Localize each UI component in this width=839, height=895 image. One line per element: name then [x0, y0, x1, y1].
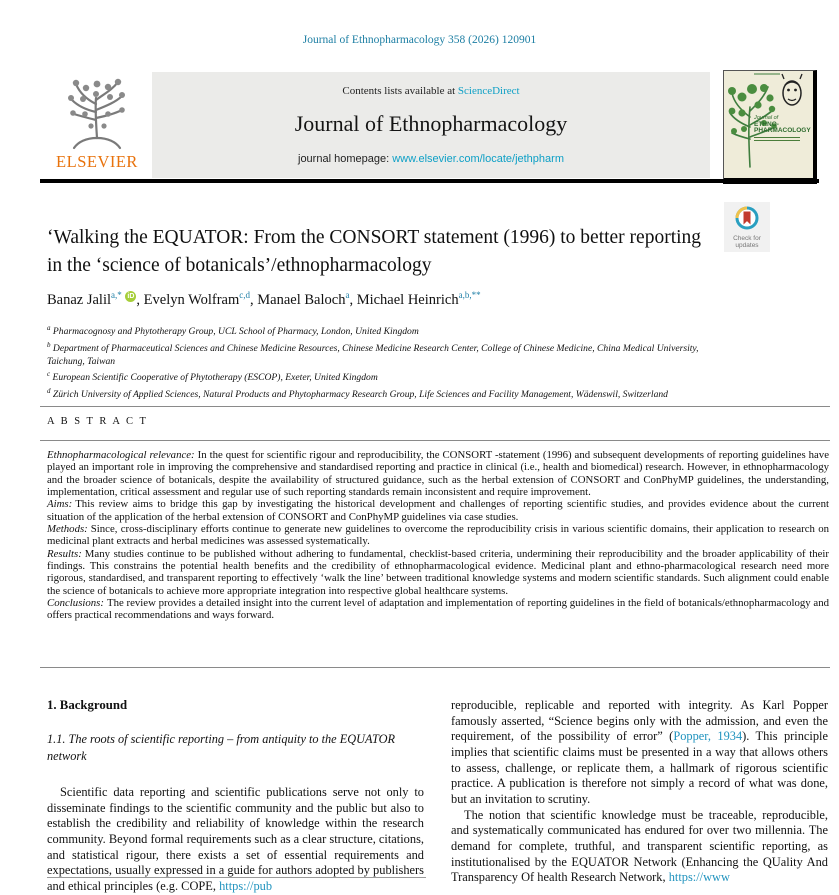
body-paragraph: reproducible, replicable and reported with integrity. As Karl Popper famously asserted, “Science begins only with the admission, and even the requirement, of the possibility of error” (Popper, 1934). This principle implies that scientific claims must be presented in a way that allows others to assess, challenge, or replicate them, a hallmark of rigorous scientific practice. A publication is therefore not simply a record of what was done, but an invitation to scrutiny.: [451, 698, 828, 806]
subsection-heading: 1.1. The roots of scientific reporting – from antiquity to the EQUATOR network: [47, 732, 396, 763]
article-title: ‘Walking the EQUATOR: From the CONSORT statement (1996) to better reporting in the ‘science of botanicals’/ethnopharmacology: [47, 227, 702, 276]
affiliation: $^b$ Department of Pharmaceutical Sciences and Chinese Medicine Resources, Chinese Medicine Research Center, College of Chinese Medicine, China Medical University, Taichung, Taiwan: [47, 340, 699, 367]
author-affil-marker[interactable]: a,*: [111, 290, 122, 300]
abstract-section: Methods: Since, cross-disciplinary efforts continue to generate new guidelines to overcome the reproducibility crisis in various scientific domains, their application to research on medicinal plant extracts and herbal medicines was assessed systematically.: [47, 523, 829, 548]
author-list: Banaz Jalil$^{a,*}$ iD , Evelyn Wolfram$^{c,d}$, Manael Baloch$^a$, Michael Heinrich$^{a,b,**}$: [47, 290, 481, 308]
cover-title: Journal of ETHNO- PHARMACOLOGY: [754, 115, 811, 141]
author-name: Evelyn Wolfram: [143, 291, 240, 308]
cover-subtitle-bars: [754, 137, 811, 141]
article-body: [47, 698, 829, 895]
affiliation: $^d$ Zürich University of Applied Sciences, Natural Products and Phytopharmacy Research Group, Life Sciences and Facility Management, Wädenswil, Switzerland: [47, 386, 668, 401]
popper-citation-link[interactable]: Popper, 1934: [673, 729, 743, 744]
body-paragraph: The notion that scientific knowledge must be traceable, reproducible, and systematically communicated has endured for over two millennia. The demand for complete, truthful, and transparent scientific reporting, as institutionalised by the EQUATOR Network (Enhancing the QUality And Transparency Of health Research Network, https://www: [451, 807, 828, 885]
elsevier-tree-icon: [60, 74, 134, 152]
header-divider: [40, 179, 819, 183]
cope-url-link[interactable]: https://pub: [219, 878, 273, 893]
abstract-inner-rule: [40, 440, 830, 441]
abstract-section: Results: Many studies continue to be published without adhering to fundamental, checklist-based criteria, undermining their reproducibility and the broader applicability of their findings. This constrains the potential health benefits and the credibility of ethnopharmacological evidence. Medicinal plant and ethno-pharmacological research need more rigorous, standardised, and transparent reporting to effectively ‘walk the line’ between traditional knowledge systems and modern scientific standards. Such alignment could enable the science of botanicals to achieve more appropriate integration into respective global healthcare systems.: [47, 547, 829, 597]
contents-lists-line: Contents lists available at ScienceDirect: [342, 85, 520, 97]
check-updates-icon: [735, 206, 759, 230]
homepage-line: journal homepage: www.elsevier.com/locate/jethpharm: [298, 153, 564, 165]
abstract-section: Aims: This review aims to bridge this gap by investigating the historical development and challenges of reporting scientific studies, and provides evidence about the current situation of the application of the herbal extension of CONSORT and ConPhyMP guidelines via case studies.: [47, 498, 829, 523]
elsevier-logo[interactable]: [43, 74, 151, 178]
abstract-section: Ethnopharmacological relevance: In the quest for scientific rigour and reproducibility, the CONSORT -statement (1996) and subsequent developments of reporting guidelines have played an important role in improving the comprehensive and standardised reporting and practice in clinical (i.e., health and biomedical) research. However, in ethnopharmacology and the broader science of botanicals, despite the availability of structured guidance, such as the herbal extension of CONSORT and ConPhyMP guidelines, the understanding, implementation, critical assessment and regular use of such reporting standards remain inconsistent and require improvement.: [47, 449, 829, 499]
cover-mask-icon: [782, 74, 802, 105]
equator-url-link[interactable]: https://www: [668, 870, 730, 885]
body-paragraph: Scientific data reporting and scientific publications serve not only to disseminate findings to the scientific community and the public but also to establish the credibility and reliability of knowledge within the research community. Beyond formal requirements such as a clear structure, citations, and statistical rigour, there exists a set of essential requirements and expectations, usually expressed in a guide for authors adopted by publishers and ethical principles (e.g. COPE, https://pub: [47, 785, 424, 893]
abstract-heading: A B S T R A C T: [47, 416, 148, 427]
journal-homepage-link[interactable]: www.elsevier.com/locate/jethpharm: [392, 153, 564, 165]
affiliation: $^c$ European Scientific Cooperative of Phytotherapy (ESCOP), Exeter, United Kingdom: [47, 370, 378, 384]
author-affil-marker[interactable]: c,d: [239, 290, 251, 300]
journal-citation-link[interactable]: Journal of Ethnopharmacology 358 (2026) 120901: [302, 34, 537, 46]
journal-name: Journal of Ethnopharmacology: [294, 111, 568, 136]
abstract-bottom-rule: [40, 667, 830, 668]
author-name: Michael Heinrich: [356, 291, 459, 308]
abstract-top-rule: [40, 406, 830, 407]
abstract-section: Conclusions: The review provides a detailed insight into the current level of adaptation and implementation of reporting guidelines in the field of botanicals/ethnopharmacology and offers practical recommendations and ways forward.: [47, 597, 829, 622]
author-affil-marker[interactable]: a: [345, 290, 350, 300]
sciencedirect-link[interactable]: ScienceDirect: [457, 85, 520, 97]
author-affil-marker[interactable]: a,b,**: [458, 290, 481, 300]
footnote-rule: [47, 877, 426, 878]
elsevier-wordmark: ELSEVIER: [56, 152, 138, 171]
right-column: [451, 698, 828, 895]
affiliation: $^a$ Pharmacognosy and Phytotherapy Group, UCL School of Pharmacy, London, United Kingdom: [47, 324, 419, 338]
check-for-updates-badge[interactable]: Check for updates: [724, 202, 770, 252]
journal-banner: [152, 72, 710, 178]
abstract-text: [47, 449, 829, 622]
section-heading: 1. Background: [47, 698, 128, 712]
orcid-icon[interactable]: iD: [127, 293, 135, 300]
author-name: Banaz Jalil: [47, 291, 112, 308]
left-column: [47, 698, 424, 895]
author-name: Manael Baloch: [257, 291, 346, 308]
affiliation-list: [47, 322, 735, 402]
journal-cover-thumbnail[interactable]: [723, 70, 817, 184]
